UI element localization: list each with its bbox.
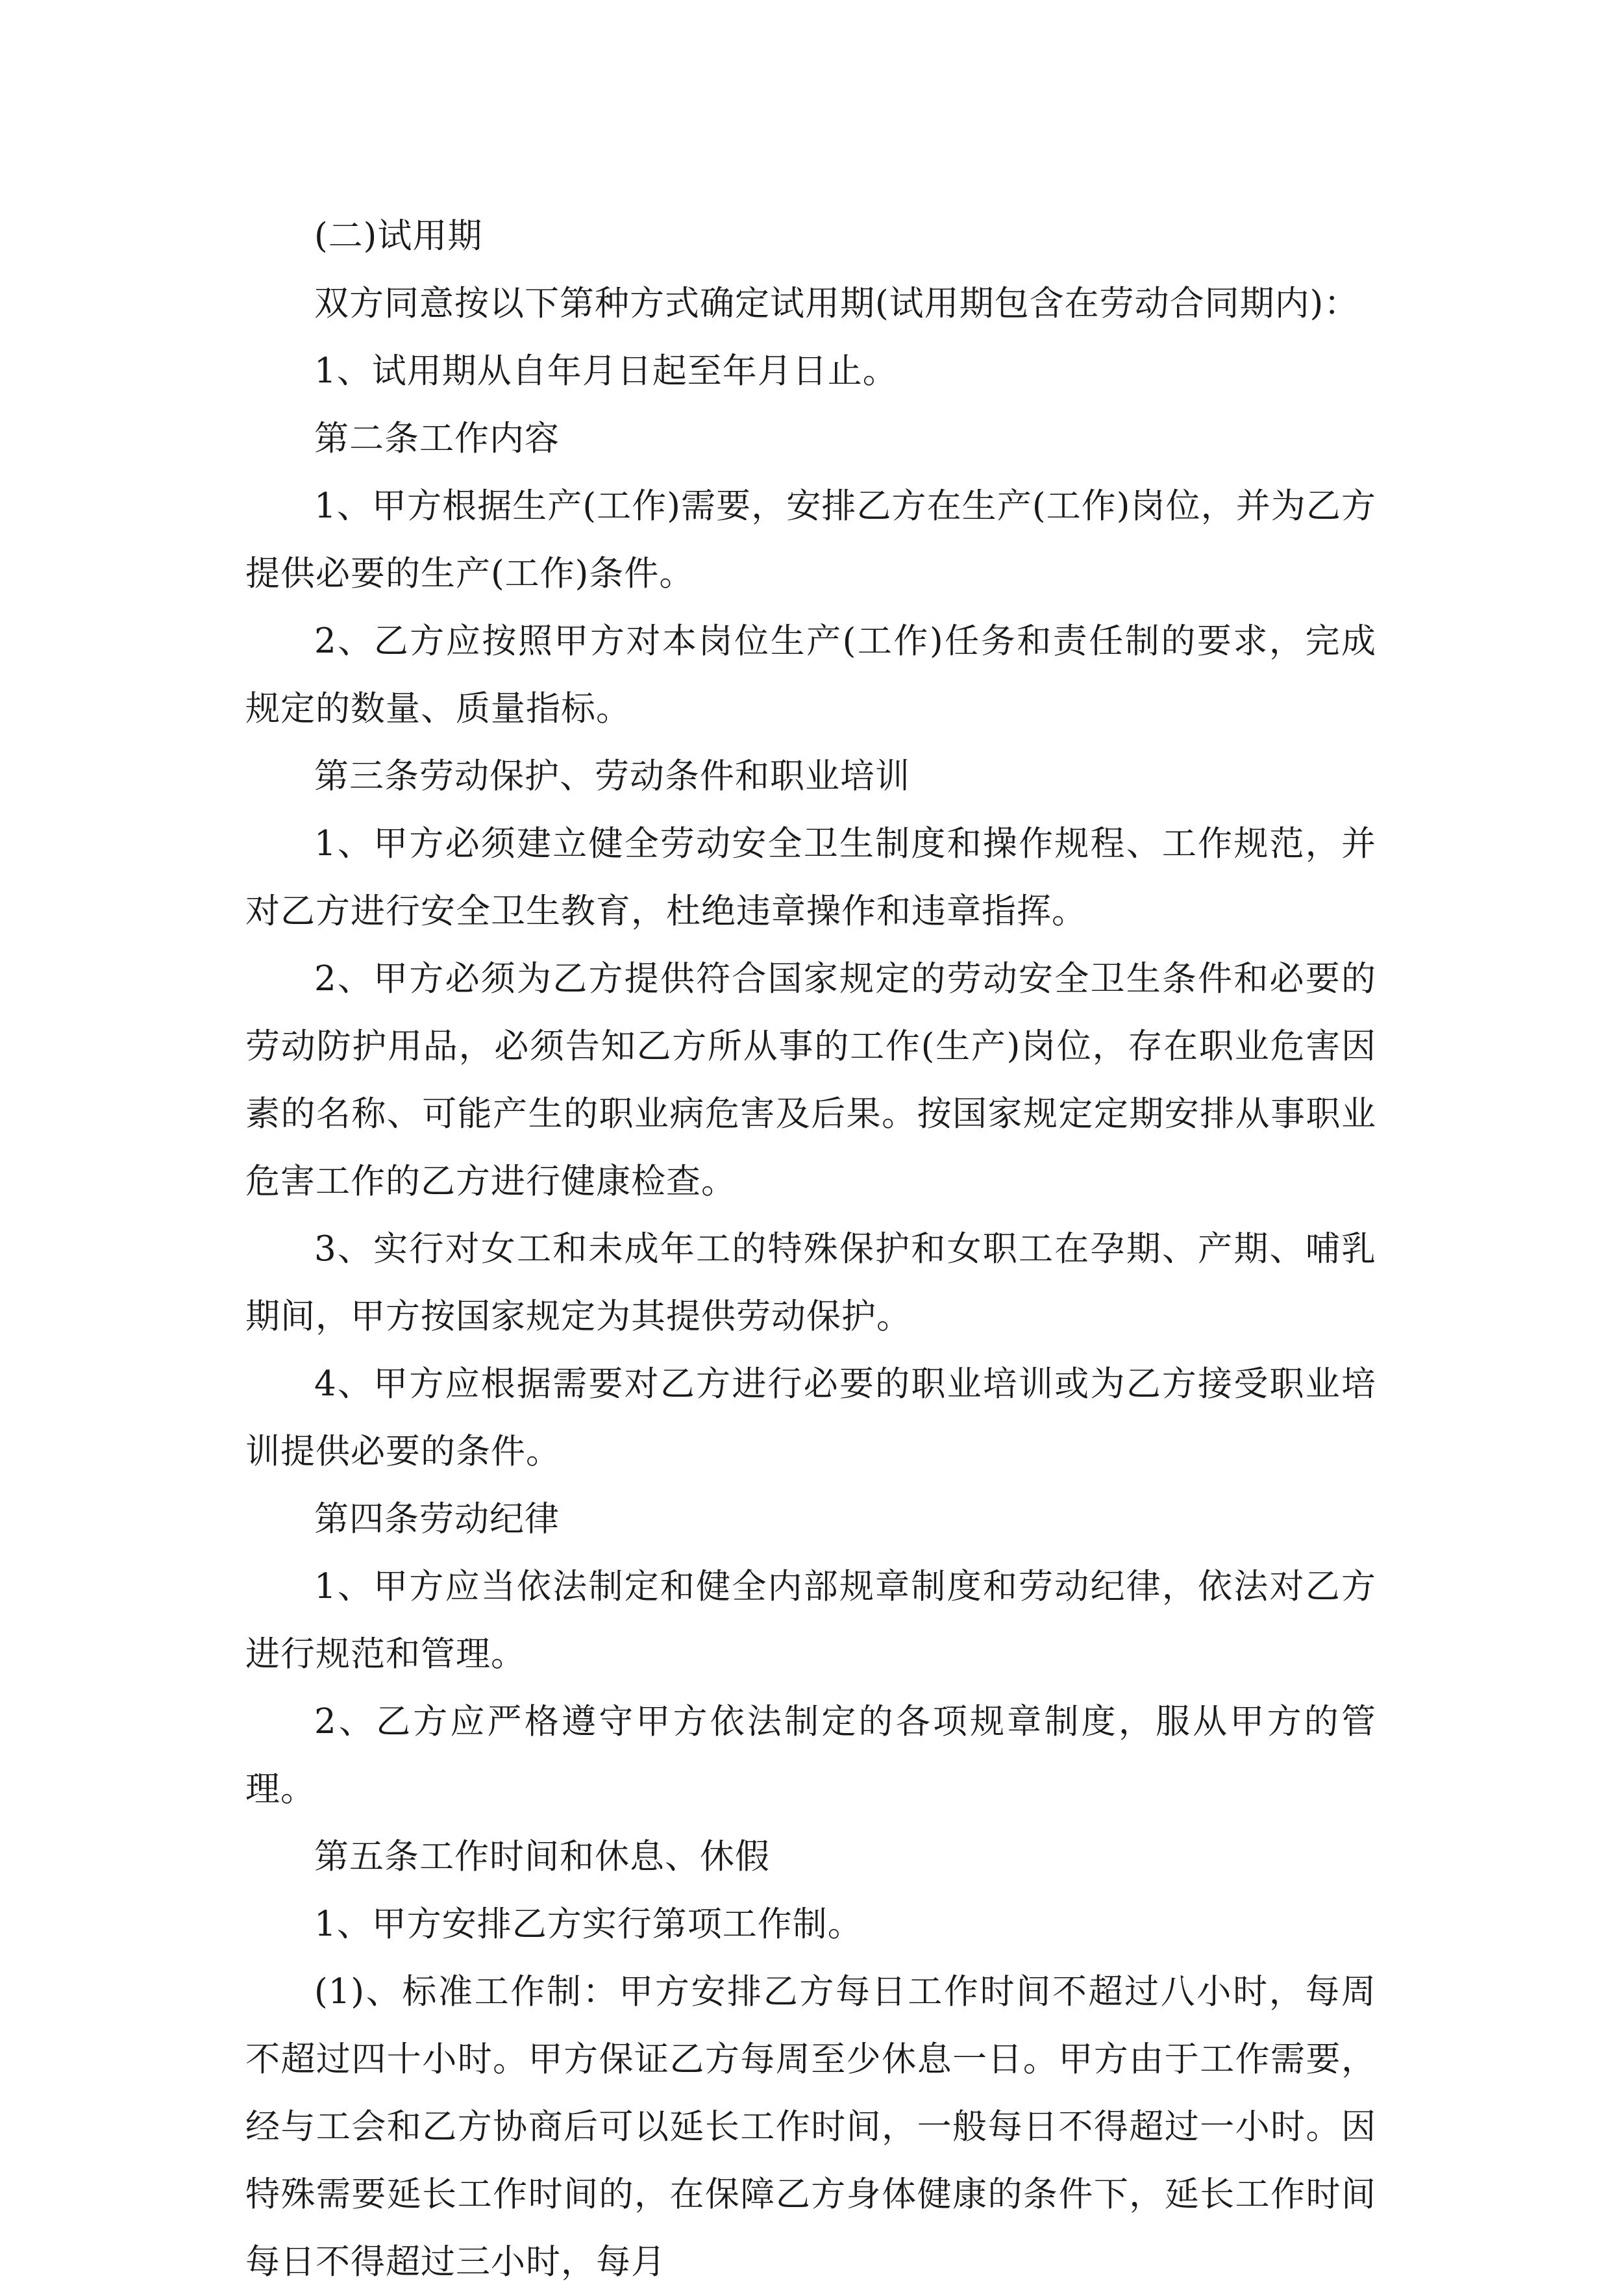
paragraph-probation-period: 1、试用期从自年月日起至年月日止。 [314, 351, 898, 391]
article-heading-4: 第四条劳动纪律 [314, 1499, 560, 1539]
paragraph-3-2: 2、甲方必须为乙方提供符合国家规定的劳动安全卫生条件和必要的劳动防护用品，必须告知乙方所从事的工作(生产)岗位，存在职业危害因素的名称、可能产生的职业病危害及后果。按国家规定定期安排从事职业危害工作的乙方进行健康检查。 [245, 959, 1376, 1201]
document-body [245, 203, 1376, 2296]
paragraph-3-1: 1、甲方必须建立健全劳动安全卫生制度和操作规程、工作规范，并对乙方进行安全卫生教育，杜绝违章操作和违章指挥。 [245, 824, 1376, 931]
paragraph-2-1: 1、甲方根据生产(工作)需要，安排乙方在生产(工作)岗位，并为乙方提供必要的生产(工作)条件。 [245, 486, 1376, 593]
paragraph-5-1: 1、甲方安排乙方实行第项工作制。 [314, 1904, 863, 1944]
paragraph-4-2: 2、乙方应严格遵守甲方依法制定的各项规章制度，服从甲方的管理。 [245, 1702, 1376, 1809]
paragraph-2-2: 2、乙方应按照甲方对本岗位生产(工作)任务和责任制的要求，完成规定的数量、质量指标。 [245, 621, 1376, 729]
paragraph-4-1: 1、甲方应当依法制定和健全内部规章制度和劳动纪律，依法对乙方进行规范和管理。 [245, 1567, 1376, 1674]
paragraph-3-4: 4、甲方应根据需要对乙方进行必要的职业培训或为乙方接受职业培训提供必要的条件。 [245, 1364, 1376, 1471]
article-heading-2: 第二条工作内容 [314, 419, 560, 458]
article-heading-3: 第三条劳动保护、劳动条件和职业培训 [314, 756, 910, 796]
article-heading-5: 第五条工作时间和休息、休假 [314, 1837, 770, 1877]
paragraph-5-1-standard-hours: (1)、标准工作制：甲方安排乙方每日工作时间不超过八小时，每周不超过四十小时。甲方保证乙方每周至少休息一日。甲方由于工作需要，经与工会和乙方协商后可以延长工作时间，一般每日不得超过一小时。因特殊需要延长工作时间的，在保障乙方身体健康的条件下，延长工作时间每日不得超过三小时，每月 [245, 1972, 1376, 2282]
paragraph-probation-method: 双方同意按以下第种方式确定试用期(试用期包含在劳动合同期内)： [314, 284, 1359, 323]
paragraph-3-3: 3、实行对女工和未成年工的特殊保护和女职工在孕期、产期、哺乳期间，甲方按国家规定为其提供劳动保护。 [245, 1229, 1376, 1336]
section-heading-probation: (二)试用期 [314, 216, 483, 256]
